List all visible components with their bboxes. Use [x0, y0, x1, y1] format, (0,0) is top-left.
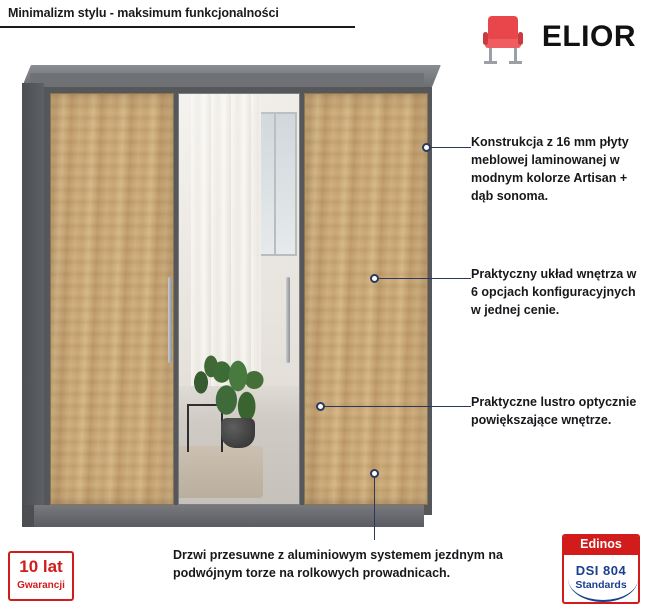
- warranty-years: 10 lat: [19, 557, 63, 576]
- header-divider: [0, 26, 355, 28]
- page-title: Minimalizm stylu - maksimum funkcjonalności: [8, 6, 279, 20]
- wardrobe-base-side: [22, 505, 34, 527]
- callout-text-construction: Konstrukcja z 16 mm płyty meblowej laminowanej w modnym kolorze Artisan + dąb sonoma.: [471, 135, 629, 204]
- callout-line-interior: [379, 278, 471, 279]
- door-center-mirror: [178, 93, 300, 505]
- mirror-reflection: [179, 94, 299, 504]
- wardrobe-side-panel: [22, 83, 44, 515]
- reflection-plant-pot: [221, 418, 255, 448]
- door-left-wood: [50, 93, 174, 505]
- callout-text-interior: Praktyczny układ wnętrza w 6 opcjach konfiguracyjnych w jednej cenie.: [471, 267, 637, 318]
- door-handle-right: [286, 277, 290, 363]
- callout-line-sliding-doors: [374, 478, 375, 540]
- wardrobe-base: [30, 505, 424, 527]
- edinos-code: DSI 804: [575, 562, 627, 578]
- callout-dot-mirror: [316, 402, 325, 411]
- wardrobe-image: [22, 65, 432, 535]
- wardrobe-doors: [50, 93, 426, 505]
- callout-line-construction: [431, 147, 471, 148]
- callout-text-sliding-doors: Drzwi przesuwne z aluminiowym systemem jezdnym na podwójnym torze na rolkowych prowadnicach.: [173, 548, 503, 581]
- brand-logo: [472, 8, 636, 70]
- callout-dot-construction: [422, 143, 431, 152]
- edinos-standards-label: Standards: [575, 578, 627, 591]
- callout-text-mirror: Praktyczne lustro optycznie powiększające wnętrze.: [471, 395, 637, 428]
- callout-line-mirror: [325, 406, 471, 407]
- reflection-rug: [179, 446, 263, 498]
- door-right-wood: [304, 93, 428, 505]
- edinos-badge: [562, 534, 640, 604]
- callout-dot-interior: [370, 274, 379, 283]
- door-handle-left: [168, 277, 172, 363]
- callout-dot-sliding-doors: [370, 469, 379, 478]
- brand-name: ELIOR: [541, 20, 636, 53]
- reflection-plant-large: [209, 344, 267, 424]
- warranty-label: Gwarancji: [17, 580, 65, 591]
- chair-icon: [472, 8, 534, 70]
- edinos-brand: Edinos: [564, 536, 638, 555]
- warranty-badge: [8, 551, 74, 601]
